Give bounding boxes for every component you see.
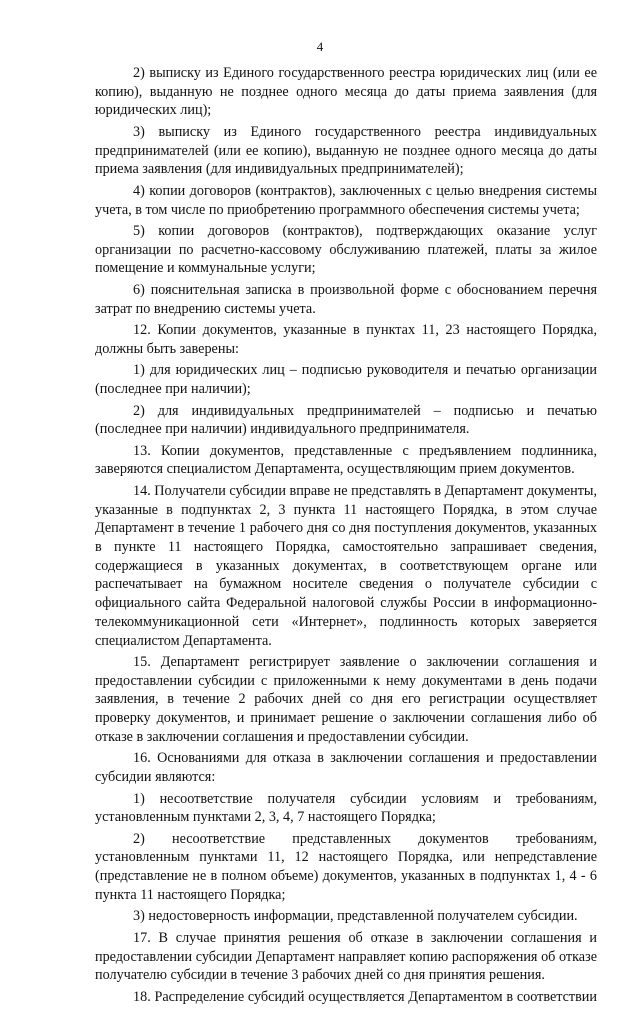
paragraph-13: 13. Копии документов, представленные с предъявлением подлинника, заверяются специалистом Департамента, осуществляющим прием документов. <box>95 442 597 478</box>
page-number: 4 <box>316 39 324 54</box>
paragraph-11-4: 4) копии договоров (контрактов), заключенных с целью внедрения системы учета, в том числе по приобретению программного обеспечения системы учета; <box>95 182 597 218</box>
document-body <box>95 64 597 1009</box>
paragraph-15: 15. Департамент регистрирует заявление о заключении соглашения и предоставлении субсидии с приложенными к нему документами в день подачи заявления, в течение 2 рабочих дней со дня его регистрации осуществляет проверку документов, и принимает решение о заключении соглашения либо об отказе в заключении соглашения и предоставлении субсидии. <box>95 654 597 745</box>
paragraph-16-1: 1) несоответствие получателя субсидии условиям и требованиям, установленным пунктами 2, 3, 4, 7 настоящего Порядка; <box>95 790 597 826</box>
paragraph-14: 14. Получатели субсидии вправе не представлять в Департамент документы, указанные в подпунктах 2, 3 пункта 11 настоящего Порядка, в этом случае Департамент в течение 1 рабочего дня со дня поступления документов, указанных в пункте 11 настоящего Порядка, самостоятельно запрашивает сведения, содержащиеся в указанных документах, в соответствующем органе или распечатывает на бумажном носителе сведения о получателе субсидии с официального сайта Федеральной налоговой службы России в информационно-телекоммуникационной сети «Интернет», подлинность которых заверяется специалистом Департамента. <box>95 482 597 649</box>
paragraph-16-2: 2) несоответствие представленных документов требованиям, установленным пунктами 11, 12 настоящего Порядка, или непредставление (представление не в полном объеме) документов, указанных в подпунктах 1, 4 - 6 пункта 11 настоящего Порядка; <box>95 830 597 903</box>
paragraph-11-6: 6) пояснительная записка в произвольной форме с обоснованием перечня затрат по внедрению системы учета. <box>95 281 597 317</box>
paragraph-11-2: 2) выписку из Единого государственного реестра юридических лиц (или ее копию), выданную не позднее одного месяца до даты приема заявления (для юридических лиц); <box>95 65 597 119</box>
paragraph-12-2: 2) для индивидуальных предпринимателей – подписью и печатью (последнее при наличии) индивидуального предпринимателя. <box>95 402 597 438</box>
paragraph-16-3: 3) недостоверность информации, представленной получателем субсидии. <box>133 908 578 925</box>
paragraph-11-3: 3) выписку из Единого государственного реестра индивидуальных предпринимателей (или ее копию), выданную не позднее одного месяца до даты приема заявления (для индивидуальных предпринимателей); <box>95 123 597 178</box>
paragraph-11-5: 5) копии договоров (контрактов), подтверждающих оказание услуг организации по расчетно-кассовому обслуживанию платежей, платы за жилое помещение и коммунальные услуги; <box>95 223 597 277</box>
paragraph-12-1: 1) для юридических лиц – подписью руководителя и печатью организации (последнее при наличии); <box>95 362 597 398</box>
paragraph-18: 18. Распределение субсидий осуществляется Департаментом в соответствии <box>133 988 597 1005</box>
paragraph-16: 16. Основаниями для отказа в заключении соглашения и предоставлении субсидии являются: <box>95 750 597 786</box>
paragraph-12: 12. Копии документов, указанные в пунктах 11, 23 настоящего Порядка, должны быть заверены: <box>95 322 597 357</box>
paragraph-17: 17. В случае принятия решения об отказе в заключении соглашения и предоставлении субсидии Департамент направляет копию распоряжения об отказе получателю субсидии в течение 3 рабочих дней со дня принятия решения. <box>95 929 597 984</box>
